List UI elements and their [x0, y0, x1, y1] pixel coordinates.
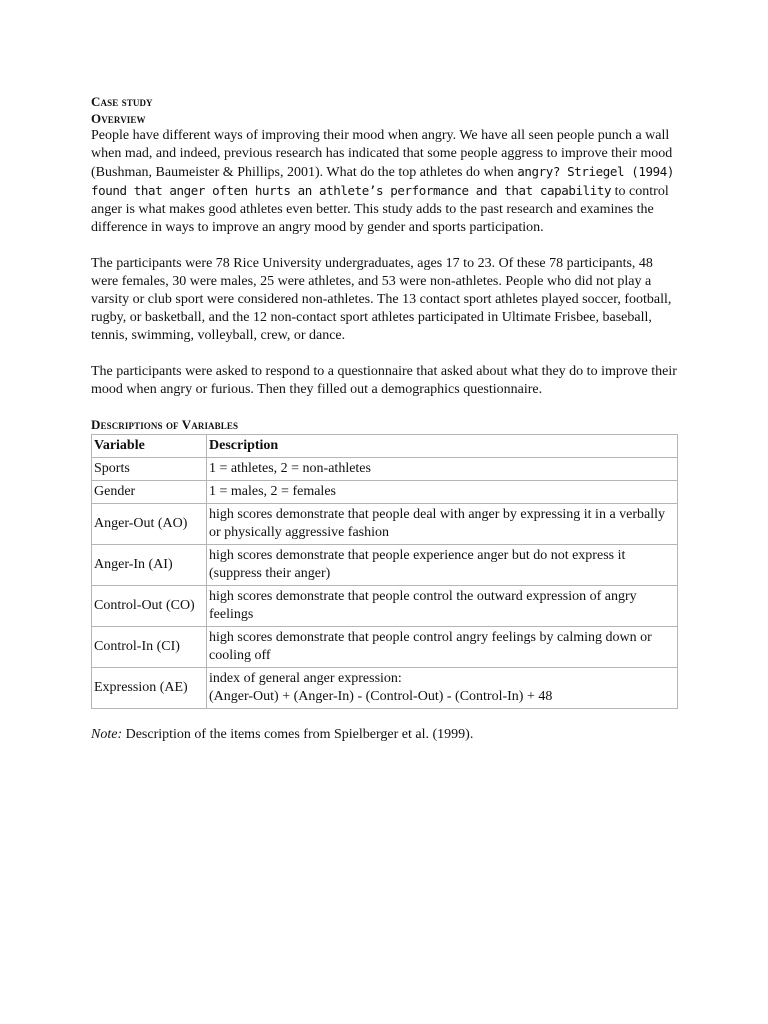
- table-cell-variable: Expression (AE): [92, 668, 207, 709]
- table-cell-description: high scores demonstrate that people deal with anger by expressing it in a verbally or physically aggressive fashion: [207, 504, 678, 545]
- table-header-description: Description: [207, 435, 678, 458]
- variables-table: [91, 434, 678, 709]
- overview-paragraph: [91, 127, 681, 237]
- table-cell-description: [207, 668, 678, 709]
- case-study-heading: Case study: [91, 94, 153, 109]
- overview-text-3: to control anger is what makes good athletes even better. This study adds to the past research and examines the difference in ways to improve an angry mood by gender and sports participation.: [91, 184, 669, 235]
- table-cell-description: high scores demonstrate that people control the outward expression of angry feelings: [207, 586, 678, 627]
- table-cell-description: high scores demonstrate that people control angry feelings by calming down or cooling off: [207, 627, 678, 668]
- table-cell-description: high scores demonstrate that people experience anger but do not express it (suppress their anger): [207, 545, 678, 586]
- document-page: [91, 93, 681, 744]
- table-cell-variable: Control-In (CI): [92, 627, 207, 668]
- table-row: [92, 627, 678, 668]
- table-row: [92, 668, 678, 709]
- note-paragraph: [91, 726, 681, 744]
- table-cell-description: 1 = males, 2 = females: [207, 481, 678, 504]
- table-row: [92, 545, 678, 586]
- table-cell-variable: Anger-In (AI): [92, 545, 207, 586]
- table-header-variable: Variable: [92, 435, 207, 458]
- note-text: Description of the items comes from Spielberger et al. (1999).: [122, 727, 474, 742]
- procedure-paragraph: The participants were asked to respond to a questionnaire that asked about what they do to improve their mood when angry or furious. Then they filled out a demographics questionnaire.: [91, 364, 677, 397]
- table-cell-variable: Sports: [92, 458, 207, 481]
- table-cell-variable: Anger-Out (AO): [92, 504, 207, 545]
- descriptions-heading: Descriptions of Variables: [91, 417, 239, 432]
- expression-description-line1: index of general anger expression:: [209, 671, 402, 686]
- table-cell-description: 1 = athletes, 2 = non-athletes: [207, 458, 678, 481]
- note-label: Note:: [91, 727, 123, 742]
- table-cell-variable: Gender: [92, 481, 207, 504]
- overview-text-2: angry? Striegel (1994) found that anger often hurts an athlete’s performance and that capability: [91, 164, 675, 198]
- table-row: [92, 481, 678, 504]
- participants-paragraph: The participants were 78 Rice University undergraduates, ages 17 to 23. Of these 78 participants, 48 were females, 30 were males, 25 were athletes, and 53 were non-athletes. People who did not play a varsity or club sport were considered non-athletes. The 13 contact sport athletes played soccer, football, rugby, or basketball, and the 12 non-contact sport athletes participated in Ultimate Frisbee, baseball, tennis, swimming, volleyball, crew, or dance.: [91, 256, 672, 343]
- expression-formula: (Anger-Out) + (Anger-In) - (Control-Out) - (Control-In) + 48: [209, 689, 553, 704]
- table-cell-variable: Control-Out (CO): [92, 586, 207, 627]
- overview-text-1: People have different ways of improving their mood when angry. We have all seen people punch a wall when mad, and indeed, previous research has indicated that some people aggress to improve their mood (Bushman, Baumeister & Phillips, 2001). What do the top athletes do when: [91, 128, 673, 180]
- table-row: [92, 504, 678, 545]
- table-header-row: [92, 435, 678, 458]
- table-row: [92, 458, 678, 481]
- overview-heading: Overview: [91, 111, 146, 126]
- table-row: [92, 586, 678, 627]
